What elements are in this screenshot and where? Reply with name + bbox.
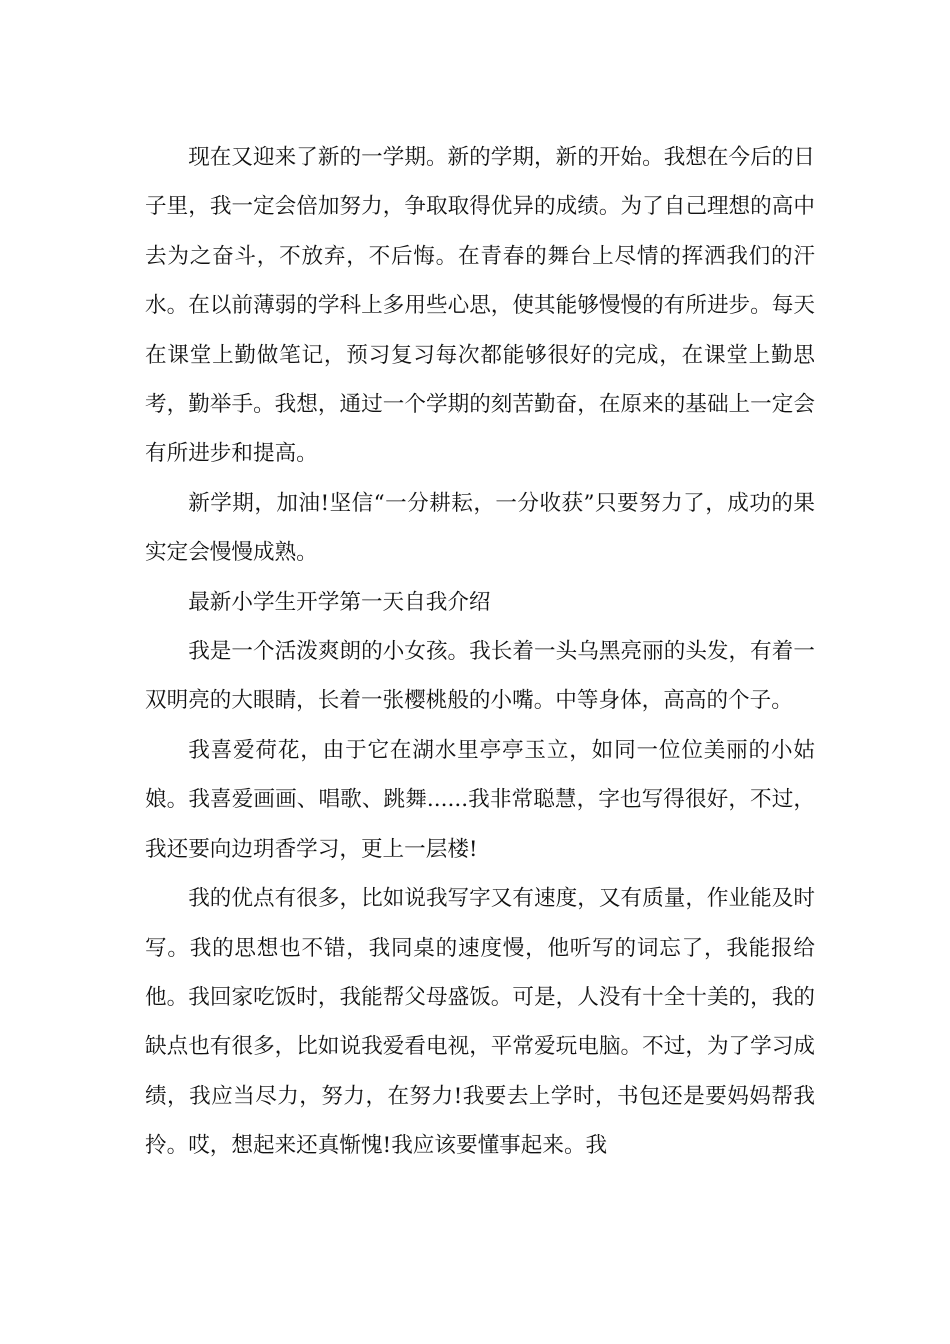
paragraph-hobbies: 我喜爱荷花，由于它在湖水里亭亭玉立，如同一位位美丽的小姑娘。我喜爱画画、唱歌、跳舞......我非常聪慧，字也写得很好，不过，我还要向边玥香学习，更上一层楼! — [145, 737, 815, 862]
paragraph-self-description: 我是一个活泼爽朗的小女孩。我长着一头乌黑亮丽的头发，有着一双明亮的大眼睛，长着一张樱桃般的小嘴。中等身体，高高的个子。 — [145, 639, 815, 714]
document-body — [145, 133, 815, 1171]
paragraph-strengths-weaknesses: 我的优点有很多，比如说我写字又有速度，又有质量，作业能及时写。我的思想也不错，我同桌的速度慢，他听写的词忘了，我能报给他。我回家吃饭时，我能帮父母盛饭。可是，人没有十全十美的，我的缺点也有很多，比如说我爱看电视，平常爱玩电脑。不过，为了学习成绩，我应当尽力，努力，在努力!我要去上学时，书包还是要妈妈帮我拎。哎，想起来还真惭愧!我应该要懂事起来。我 — [145, 886, 815, 1159]
section-title: 最新小学生开学第一天自我介绍 — [188, 589, 491, 615]
paragraph-encouragement: 新学期，加油!坚信“一分耕耘，一分收获”只要努力了，成功的果实定会慢慢成熟。 — [145, 490, 815, 566]
paragraph-new-semester: 现在又迎来了新的一学期。新的学期，新的开始。我想在今后的日子里，我一定会倍加努力，争取取得优异的成绩。为了自己理想的高中去为之奋斗，不放弃，不后悔。在青春的舞台上尽情的挥洒我们的汗水。在以前薄弱的学科上多用些心思，使其能够慢慢的有所进步。每天在课堂上勤做笔记，预习复习每次都能够很好的完成，在课堂上勤思考，勤举手。我想，通过一个学期的刻苦勤奋，在原来的基础上一定会有所进步和提高。 — [145, 145, 815, 467]
